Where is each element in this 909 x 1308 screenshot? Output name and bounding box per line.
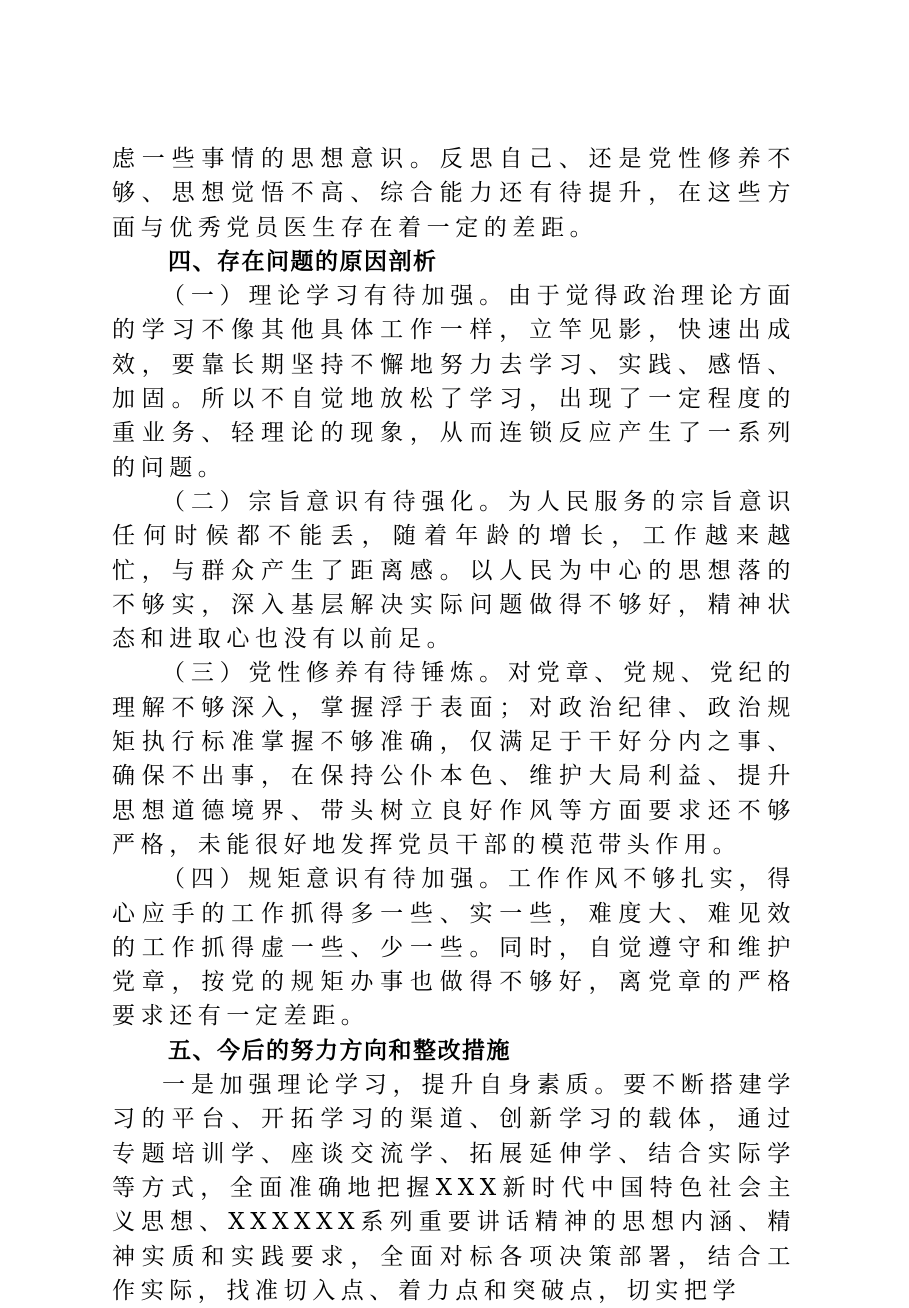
section-heading-measures: 五、今后的努力方向和整改措施 [168, 1037, 511, 1064]
body-paragraph: 虑一些事情的思想意识。反思自己、还是党性修养不够、思想觉悟不高、综合能力还有待提升，在这些方面与优秀党员医生存在着一定的差距。 [112, 146, 796, 241]
body-paragraph: （一）理论学习有待加强。由于觉得政治理论方面的学习不像其他具体工作一样，立竿见影，快速出成效，要靠长期坚持不懈地努力去学习、实践、感悟、加固。所以不自觉地放松了学习，出现了一定程度的重业务、轻理论的现象，从而连锁反应产生了一系列的问题。 [112, 283, 796, 481]
body-paragraph: （三）党性修养有待锤炼。对党章、党规、党纪的理解不够深入，掌握浮于表面；对政治纪律、政治规矩执行标准掌握不够准确，仅满足于干好分内之事、确保不出事，在保持公仆本色、维护大局利益、提升思想道德境界、带头树立良好作风等方面要求还不够严格，未能很好地发挥党员干部的模范带头作用。 [112, 660, 796, 858]
document-body [112, 142, 796, 1308]
body-paragraph: （四）规矩意识有待加强。工作作风不够扎实，得心应手的工作抓得多一些、实一些，难度大、难见效的工作抓得虚一些、少一些。同时，自觉遵守和维护党章，按党的规矩办事也做得不够好，离党章的严格要求还有一定差距。 [112, 866, 796, 1030]
body-paragraph: 一是加强理论学习，提升自身素质。要不断搭建学习的平台、开拓学习的渠道、创新学习的载体，通过专题培训学、座谈交流学、拓展延伸学、结合实际学等方式，全面准确地把握XXX新时代中国特色社会主义思想、XXXXXX系列重要讲话精神的思想内涵、精神实质和实践要求，全面对标各项决策部署，结合工作实际，找准切入点、着力点和突破点，切实把学 [112, 1072, 796, 1304]
body-paragraph: （二）宗旨意识有待强化。为人民服务的宗旨意识任何时候都不能丢，随着年龄的增长，工作越来越忙，与群众产生了距离感。以人民为中心的思想落的不够实，深入基层解决实际问题做得不够好，精神状态和进取心也没有以前足。 [112, 488, 796, 653]
section-heading-causes: 四、存在问题的原因剖析 [168, 248, 438, 275]
